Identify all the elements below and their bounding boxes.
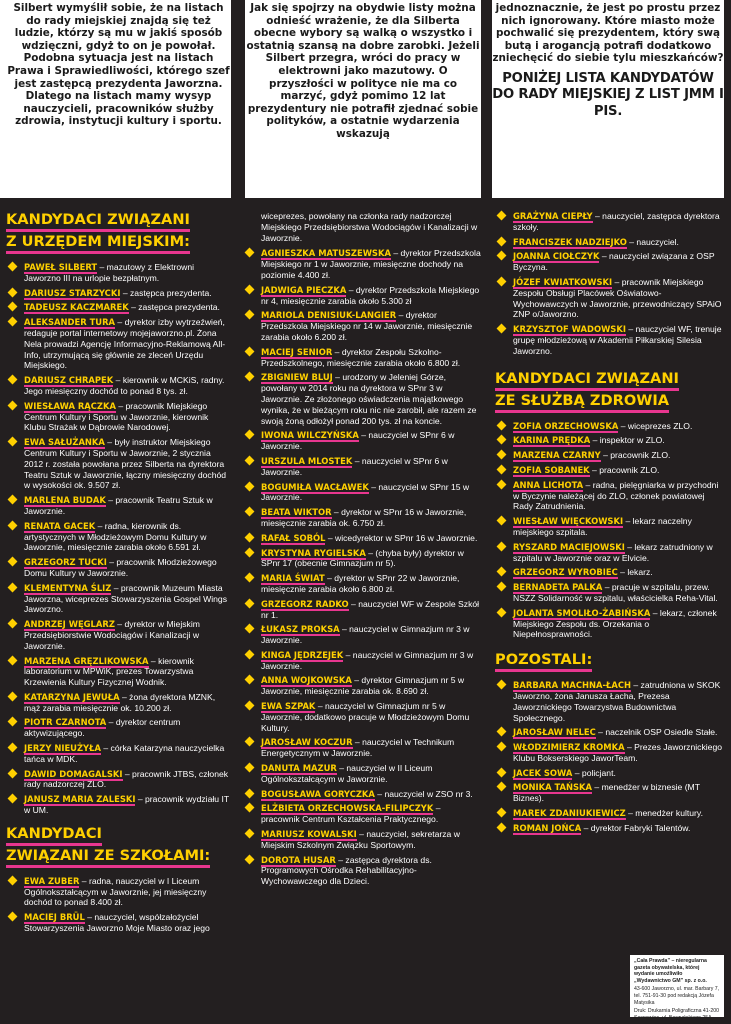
candidate-name: JAROSŁAW KOCZUR [261, 737, 353, 748]
section-title-urzad-line2: Z URZĘDEM MIEJSKIM: [6, 234, 190, 254]
candidate-entry [6, 521, 232, 553]
candidate-description: – wiceprezes ZLO. [618, 420, 693, 431]
candidate-name: BEATA WIKTOR [261, 507, 332, 518]
candidate-description: – menedżer kultury. [625, 808, 703, 819]
candidate-description: – nauczyciel. [626, 236, 679, 247]
candidate-description: – urodzony w Jeleniej Górze, powołany w 2014 roku na dyrektora w SPnr 3 w Jaworznie. Ze złożonego oświadczenia majątkowego wynika, że w bieżącym roku nic nie zarobił, ale razem ze swoją żoną odłożył ponad 200 tys. zł na koncie. [261, 372, 477, 426]
section-title-zdrowie [495, 371, 724, 415]
candidate-name: PIOTR CZARNOTA [24, 717, 107, 728]
candidate-description: – radna, pielęgniarka w przychodni w Byczynie należącej do ZLO, członek powiatowej Rady Zatrudnienia. [513, 479, 719, 512]
candidate-name: JOANNA CIOŁCZYK [513, 251, 600, 262]
section-title-szkoly-line2: ZWIĄZANI ZE SZKOŁAMI: [6, 848, 210, 868]
diamond-bullet-icon [245, 284, 255, 294]
diamond-bullet-icon [497, 782, 507, 792]
candidate-name: BOGUSŁAWA GORYCZKA [261, 788, 375, 799]
candidate-name: KRYSTYNA RYGIELSKA [261, 547, 366, 558]
candidate-description: – pracownik Młodzieżowego Domu Kultury w Jaworznie. [24, 557, 217, 578]
candidate-description: – nauczyciel w Gimnazjum nr 3 w Jaworznie. [261, 624, 470, 646]
diamond-bullet-icon [497, 742, 507, 752]
candidate-entry [243, 599, 481, 621]
candidate-entry [495, 277, 724, 320]
diamond-bullet-icon [245, 310, 255, 320]
candidate-entry [495, 251, 724, 273]
diamond-bullet-icon [497, 727, 507, 737]
candidate-description: – dyrektor Przedszkola Miejskiego nr 1 w Jaworznie, miesięczne dochody na poziomie 4.400 zł. [261, 248, 481, 280]
candidate-entry [495, 768, 724, 779]
candidate-description: – lekarz, członek Miejskiego Zespołu ds. Orzekania o Niepełnosprawności. [513, 607, 717, 640]
candidate-entry [495, 742, 724, 764]
candidate-name: DARIUSZ CHRAPEK [24, 375, 114, 386]
diamond-bullet-icon [497, 450, 507, 460]
candidate-entry [6, 656, 232, 688]
candidate-entry [243, 701, 481, 733]
candidate-name: MARLENA BUDAK [24, 495, 106, 506]
candidate-description: – pracuje w szpitalu, przew. NSZZ Solidarność w szpitalu, właścicielka Reha-Vital. [513, 582, 718, 603]
candidate-entry [243, 533, 481, 544]
candidate-description: – nauczyciel, sekretarza w Miejskim Szkolnym Związku Sportowym. [261, 829, 460, 850]
candidate-description: – pracownik Teatru Sztuk w Jaworznie. [24, 495, 213, 516]
candidate-entry [243, 803, 481, 825]
candidate-description: – dyrektor Zespołu Szkolno-Przedszkolnego, miesięcznie zarabia około 6.800 zł. [261, 346, 461, 368]
candidate-entry [6, 692, 232, 714]
column-1 [6, 212, 232, 938]
candidate-name: ALEKSANDER TURA [24, 317, 116, 328]
candidate-description: – pracownik Miejskiego Zespołu Obsługi Placówek Oświatowo-Wychowawczych w Jaworznie, przewodniczący SPAiO ZNP o/Jaworzno. [513, 276, 722, 320]
candidate-description: – lekarz naczelny miejskiego szpitala. [513, 516, 692, 537]
candidate-description: – pracownik Centrum Kształcenia Praktycznego. [261, 803, 441, 825]
candidate-name: MONIKA TAŃSKA [513, 782, 593, 793]
candidate-entry [6, 495, 232, 517]
candidate-name: WIESŁAW WIĘCKOWSKI [513, 516, 624, 527]
diamond-bullet-icon [245, 532, 255, 542]
candidate-entry [6, 375, 232, 397]
candidate-name: ROMAN JOŃCA [513, 822, 582, 833]
candidate-description: – lekarz. [617, 567, 653, 578]
diamond-bullet-icon [8, 375, 18, 385]
section-title-zdrowie-line1: KANDYDACI ZWIĄZANI [495, 371, 679, 391]
candidate-entry [495, 450, 724, 461]
candidate-name: JANUSZ MARIA ZALESKI [24, 794, 136, 805]
candidate-entry [243, 789, 481, 800]
candidate-description: – kierownik w MCKiS, radny. Jego miesięczny dochód to ponad 8 tys. zł. [24, 375, 225, 396]
candidate-name: KINGA JĘDRZEJEK [261, 649, 344, 660]
candidate-description: – nauczyciel w SPnr 15 w Jaworznie. [261, 481, 470, 503]
candidate-name: JOLANTA SMOLIŁO-ŻABIŃSKA [513, 607, 651, 618]
intro-text-col-3: jednoznacznie, że jest po prostu przez nich ignorowany. Które miasto może pochwalić się prezydentem, który swą butą i arogancją potrafi dodatkowo zniechęcić do siebie tylu mieszkańców? [492, 2, 724, 65]
candidate-description: – nauczyciel WF w Zespole Szkół nr 1. [261, 598, 480, 620]
candidate-description: – nauczyciel w SPnr 6 w Jaworznie. [261, 455, 448, 477]
candidate-entry [495, 808, 724, 819]
candidate-description: – pracownik wydziału IT w UM. [24, 794, 229, 816]
section-title-pozostali [495, 652, 724, 674]
candidate-name: DANUTA MAZUR [261, 763, 337, 774]
diamond-bullet-icon [245, 455, 255, 465]
candidate-name: EWA ZUBER [24, 875, 80, 886]
candidate-name: JAROSŁAW NELEC [513, 727, 596, 738]
szkoly-candidate-list [6, 876, 232, 934]
section-title-urzad-line1: KANDYDACI ZWIĄZANI [6, 212, 190, 232]
szkoly-candidate-list-col3 [495, 211, 724, 357]
section-title-pozostali-text: POZOSTALI: [495, 652, 592, 672]
diamond-bullet-icon [8, 912, 18, 922]
candidate-description: – nauczyciel, zastępca dyrektora szkoły. [513, 211, 720, 232]
diamond-bullet-icon [245, 507, 255, 517]
diamond-bullet-icon [8, 655, 18, 665]
candidate-entry [495, 567, 724, 578]
diamond-bullet-icon [245, 481, 255, 491]
candidate-description: – żona dyrektora MZNK, mąż zarabia miesięcznie ok. 10.200 zł. [24, 691, 216, 713]
candidate-entry [495, 608, 724, 640]
candidate-description: – dyrektor Fabryki Talentów. [581, 822, 691, 833]
candidate-description: – nauczyciel w Gimnazjum nr 3 w Jaworznie. [261, 649, 474, 671]
candidate-name: MARZENA CZARNY [513, 450, 601, 461]
diamond-bullet-icon [497, 822, 507, 832]
candidate-description: – dyrektor izby wytrzeźwień, redaguje portal internetowy mojejaworzno.pl. Żona Nela prowadzi Agencję Informacyjno-Reklamową All-Info, utrzymującą się głównie ze zleceń Urzędu Miejskiego. [24, 317, 226, 371]
candidate-name: JADWIGA PIECZKA [261, 284, 347, 295]
candidate-entry [243, 548, 481, 570]
candidate-description: – zatrudniona w SKOK Jaworzno, żona Janusza Łacha, Prezesa Jaworznickiego Towarzystwa Budownictwa Społecznego. [513, 680, 721, 723]
candidate-name: JACEK SOWA [513, 767, 573, 778]
candidate-entry [243, 456, 481, 478]
diamond-bullet-icon [245, 248, 255, 258]
candidate-name: RYSZARD MACIEJOWSKI [513, 541, 625, 552]
candidate-description: – dyrektor Przedszkola Miejskiego nr 14 w Jaworznie, miesięcznie zarabia około 6.200 zł. [261, 310, 473, 342]
candidate-name: KLEMENTYNA ŚLIZ [24, 582, 112, 593]
diamond-bullet-icon [8, 619, 18, 629]
candidate-name: DOROTA HUSAR [261, 854, 336, 865]
diamond-bullet-icon [8, 317, 18, 327]
diamond-bullet-icon [497, 420, 507, 430]
candidate-description: – dyrektor w SPnr 16 w Jaworznie, miesięcznie zarabia ok. 6.750 zł. [261, 507, 467, 528]
candidate-name: MACIEJ BRÜL [24, 912, 85, 923]
diamond-bullet-icon [497, 808, 507, 818]
diamond-bullet-icon [8, 582, 18, 592]
diamond-bullet-icon [8, 875, 18, 885]
candidate-entry [6, 619, 232, 651]
candidate-description: – pracownik JTBS, członek rady nadzorczej ZLO. [24, 768, 229, 790]
candidate-name: MARIOLA DENISIUK-LANGIER [261, 310, 397, 321]
candidate-entry [6, 717, 232, 739]
candidate-name: KRZYSZTOF WADOWSKI [513, 324, 626, 335]
candidate-entry [6, 912, 232, 934]
diamond-bullet-icon [8, 768, 18, 778]
candidate-entry [243, 763, 481, 785]
candidate-description: – zastępca dyrektora ds. Programowych Ośrodka Rehabilitacyjno-Wychowawczego dla Dzieci. [261, 854, 432, 887]
candidate-description: – dyrektor w Miejskim Przedsiębiorstwie Wodociągów i Kanalizacji w Jaworznie. [24, 619, 200, 651]
candidate-description: – pracownik Miejskiego Centrum Kultury i Sportu w Jaworznie, kierownik Klubu Strażak w Dąbrowie Narodowej. [24, 400, 209, 433]
candidate-description: – były instruktor Miejskiego Centrum Kultury i Sportu w Jaworznie, 2 stycznia 2012 r. została powołana przez Silberta na dyrektora Teatru Sztuk w Jaworznie, łączny miesięczny dochód w wysokości ok. 9.507 zł. [24, 437, 227, 491]
section-title-szkoly-line1: KANDYDACI [6, 826, 102, 846]
diamond-bullet-icon [245, 624, 255, 634]
candidate-description: – pracownik ZLO. [589, 464, 660, 475]
section-title-szkoly [6, 826, 232, 870]
szkoly-candidate-list-continued [243, 248, 481, 887]
candidate-name: KATARZYNA JEWUŁA [24, 691, 120, 702]
candidate-description: – wicedyrektor w SPnr 16 w Jaworznie. [325, 532, 478, 543]
diamond-bullet-icon [8, 520, 18, 530]
diamond-bullet-icon [8, 743, 18, 753]
candidate-description: – nauczyciel w ZSO nr 3. [374, 788, 473, 799]
diamond-bullet-icon [8, 287, 18, 297]
diamond-bullet-icon [8, 717, 18, 727]
candidate-entry [495, 435, 724, 446]
candidate-name: FRANCISZEK NADZIEJKO [513, 236, 627, 247]
candidate-description: – dyrektor w SPnr 22 w Jaworznie, miesięcznie zarabia około 6.800 zł. [261, 573, 460, 594]
diamond-bullet-icon [8, 794, 18, 804]
diamond-bullet-icon [245, 788, 255, 798]
candidate-name: ŁUKASZ PROKSA [261, 624, 340, 635]
candidate-name: KARINA PRĘDKA [513, 435, 591, 446]
column-3 [495, 211, 724, 838]
candidate-entry [495, 465, 724, 476]
diamond-bullet-icon [245, 346, 255, 356]
candidate-name: GRZEGORZ WYROBIEC [513, 567, 618, 578]
diamond-bullet-icon [497, 516, 507, 526]
candidate-description: – pracownik ZLO. [600, 450, 671, 461]
diamond-bullet-icon [8, 495, 18, 505]
candidate-description: – dyrektor Przedszkola Miejskiego nr 4, miesięcznie zarabia około 5.300 zł [261, 284, 480, 306]
candidate-name: WŁODZIMIERZ KROMKA [513, 742, 625, 753]
candidate-name: IWONA WILCZYŃSKA [261, 430, 359, 441]
candidate-name: EWA SZPAK [261, 701, 316, 712]
candidate-description: – dyrektor Gimnazjum nr 5 w Jaworznie, miesięcznie zarabia ok. 8.690 zł. [261, 675, 465, 697]
candidate-description: – radna, nauczyciel w I Liceum Ogólnokształcącym w Jaworznie, jej miesięczny dochód to ponad 8.400 zł. [24, 875, 207, 908]
diamond-bullet-icon [497, 251, 507, 261]
candidate-name: BOGUMIŁA WACŁAWEK [261, 481, 369, 492]
diamond-bullet-icon [245, 430, 255, 440]
candidate-name: ELŻBIETA ORZECHOWSKA-FILIPCZYK [261, 803, 434, 814]
candidate-description: – policjant. [572, 767, 616, 778]
diamond-bullet-icon [497, 324, 507, 334]
candidate-entry [495, 680, 724, 723]
candidate-entry [6, 583, 232, 615]
diamond-bullet-icon [497, 680, 507, 690]
diamond-bullet-icon [8, 302, 18, 312]
intro-col-1-block [0, 0, 231, 198]
candidate-entry [6, 288, 232, 299]
candidate-entry [6, 302, 232, 313]
candidate-name: MARIA ŚWIAT [261, 573, 325, 584]
candidate-description: – nauczyciel w Technikum Energetycznym w Jaworznie. [261, 737, 455, 759]
candidate-name: PAWEŁ SILBERT [24, 262, 98, 272]
candidate-entry [6, 437, 232, 491]
candidate-entry [243, 650, 481, 672]
candidate-description: – nauczyciel, współzałożyciel Stowarzyszenia Jaworzno Moje Miasto oraz jego [24, 912, 210, 934]
diamond-bullet-icon [8, 557, 18, 567]
diamond-bullet-icon [245, 829, 255, 839]
diamond-bullet-icon [8, 262, 18, 272]
candidate-name: JÓZEF KWIATKOWSKI [513, 276, 613, 287]
diamond-bullet-icon [497, 607, 507, 617]
candidate-entry [495, 480, 724, 512]
candidate-name: RENATA GACEK [24, 520, 96, 531]
candidate-entry [495, 542, 724, 564]
candidate-name: URSZULA MLOSTEK [261, 455, 353, 466]
candidate-name: GRZEGORZ RADKO [261, 598, 349, 609]
candidate-name: ANDRZEJ WĘGLARZ [24, 619, 115, 630]
section-title-zdrowie-line2: ZE SŁUŻBĄ ZDROWIA [495, 393, 669, 413]
diamond-bullet-icon [497, 541, 507, 551]
candidate-entry [6, 794, 232, 816]
candidate-name: MACIEJ SENIOR [261, 346, 333, 357]
candidate-name: TADEUSZ KACZMAREK [24, 302, 129, 313]
candidate-entry [495, 727, 724, 738]
candidate-entry [243, 829, 481, 851]
candidate-description: – Prezes Jaworznickiego Klubu Bokserskiego JaworTeam. [513, 742, 723, 763]
candidate-description: – zastępca prezydenta. [120, 287, 212, 298]
candidate-name: MARZENA GRĘZLIKOWSKA [24, 655, 149, 666]
intro-col-3-block [492, 0, 724, 198]
diamond-bullet-icon [245, 737, 255, 747]
candidate-name: DAWID DOMAGALSKI [24, 768, 123, 779]
candidate-entry [495, 324, 724, 356]
candidate-entry [243, 675, 481, 697]
list-headline: PONIŻEJ LISTA KANDYDATÓW DO RADY MIEJSKIEJ Z LIST JMM I PIS. [492, 70, 724, 119]
candidate-description: – nauczyciel w II Liceum Ogólnokształcącym w Jaworznie. [261, 763, 433, 784]
candidate-entry [495, 516, 724, 538]
candidate-entry [6, 743, 232, 765]
candidate-name: BARBARA MACHNA-ŁACH [513, 680, 631, 691]
candidate-entry [6, 262, 232, 284]
candidate-name: AGNIESZKA MATUSZEWSKA [261, 248, 391, 259]
candidate-name: MAREK ZDANIUKIEWICZ [513, 808, 626, 819]
candidate-entry [6, 769, 232, 791]
candidate-description: – inspektor w ZLO. [590, 435, 665, 446]
candidate-description: – (chyba były) dyrektor w SPnr 17 (obecnie Gimnazjum nr 5). [261, 547, 464, 569]
zdrowie-candidate-list [495, 421, 724, 641]
candidate-name: ZOFIA ORZECHOWSKA [513, 420, 619, 431]
diamond-bullet-icon [497, 236, 507, 246]
column-2 [243, 211, 481, 891]
publisher-line-1: „Cała Prawda” – nieregularna gazeta obywatelska, której wydanie umożliwiło „Wydawnictwo GM” sp. z o.o. [634, 958, 707, 984]
diamond-bullet-icon [497, 277, 507, 287]
diamond-bullet-icon [497, 211, 507, 221]
publisher-line-3: Druk: Drukarnia Poligraficzna 41-200 Sosnowiec, ul. Baczyńskiego 25A [634, 1008, 720, 1021]
publisher-info-box [630, 955, 724, 1021]
diamond-bullet-icon [245, 701, 255, 711]
candidate-description: – zastępca prezydenta. [128, 302, 220, 313]
candidate-entry [243, 372, 481, 426]
candidate-entry [495, 582, 724, 604]
candidate-description: – menedżer w biznesie (MT Biznes). [513, 782, 700, 804]
candidate-name: EWA SAŁUŻANKA [24, 437, 105, 448]
pozostali-candidate-list [495, 680, 724, 834]
candidate-description: – córka Katarzyna nauczycielka tańca w MDK. [24, 743, 225, 764]
diamond-bullet-icon [497, 767, 507, 777]
diamond-bullet-icon [245, 372, 255, 382]
candidate-entry [243, 482, 481, 504]
candidate-name: ANNA LICHOTA [513, 479, 584, 490]
candidate-entry [243, 624, 481, 646]
intro-col-2-block [245, 0, 481, 198]
candidate-name: WIESŁAWA RĄCZKA [24, 400, 116, 411]
diamond-bullet-icon [497, 479, 507, 489]
section-title-urzad [6, 212, 232, 256]
diamond-bullet-icon [245, 547, 255, 557]
diamond-bullet-icon [245, 675, 255, 685]
candidate-entry [243, 285, 481, 307]
candidate-description: – mazutowy z Elektrowni Jaworzno III na urlopie bezpłatnym. [24, 262, 195, 283]
candidate-entry [243, 347, 481, 369]
diamond-bullet-icon [8, 437, 18, 447]
diamond-bullet-icon [8, 400, 18, 410]
candidate-entry [243, 310, 481, 342]
candidate-description: – lekarz zatrudniony w szpitalu w Jaworznie oraz w Elvicie. [513, 541, 713, 563]
candidate-entry [6, 401, 232, 433]
candidate-description: – nauczyciel w Gimnazjum nr 5 w Jaworznie, dodatkowo pracuje w Młodzieżowym Domu Kultury. [261, 701, 470, 733]
candidate-name: MARIUSZ KOWALSKI [261, 829, 357, 840]
candidate-name: ANNA WOJKOWSKA [261, 675, 352, 686]
intro-text-col-2: Jak się spojrzy na obydwie listy można odnieść wrażenie, że dla Silberta obecne wybory są walką o wszystko i ostatnią szansą na dobre zarobki. Jeżeli Silbert przegra, wróci do pracy w elektrowni jako mazutowy. O przyszłości w polityce nie ma co marzyć, gdyż pomimo 12 lat prezydentury nie potrafił zjednać sobie polityków, a ostatnie wydarzenia wskazują [246, 2, 480, 140]
candidate-entry [495, 782, 724, 804]
candidate-entry [243, 737, 481, 759]
diamond-bullet-icon [245, 573, 255, 583]
diamond-bullet-icon [497, 435, 507, 445]
candidate-entry [243, 430, 481, 452]
candidate-description: – naczelnik OSP Osiedle Stałe. [595, 727, 718, 738]
diamond-bullet-icon [245, 854, 255, 864]
candidate-description: – kierownik laboratorium w MPWiK, prezes Towarzystwa Krzewienia Kultury Fizycznej Wodnik. [24, 655, 194, 688]
candidate-entry [6, 557, 232, 579]
szkoly-continuation-text: wiceprezes, powołany na członka rady nadzorczej Miejskiego Przedsiębiorstwa Wodociągów i Kanalizacji w Jaworznie. [261, 211, 478, 243]
candidate-description: – dyrektor centrum aktywizującego. [24, 717, 181, 739]
candidate-entry [243, 248, 481, 280]
diamond-bullet-icon [497, 567, 507, 577]
candidate-entry [6, 876, 232, 908]
candidate-description: – pracownik Muzeum Miasta Jaworzna, wiceprezes Stowarzyszenia Gospel Wings Jaworzno. [24, 582, 227, 615]
candidate-description: – radna, kierownik ds. artystycznych w Młodzieżowym Domu Kultury w Jaworznie, miesięcznie zarabia około 6.591 zł. [24, 520, 207, 553]
publisher-line-2: 43-600 Jaworzno, ul. mar. Barbary 7, tel. 751-91-30 pod redakcją Józefa Matysika [634, 986, 720, 1006]
candidate-entry [495, 421, 724, 432]
candidate-name: ZOFIA SOBANEK [513, 464, 590, 475]
diamond-bullet-icon [497, 465, 507, 475]
candidate-name: BERNADETA PALKA [513, 582, 603, 593]
candidate-entry [243, 573, 481, 595]
urzad-candidate-list [6, 262, 232, 816]
candidate-entry [243, 507, 481, 529]
candidate-name: RAFAŁ SOBÓL [261, 532, 326, 543]
candidate-entry [243, 855, 481, 887]
diamond-bullet-icon [245, 763, 255, 773]
diamond-bullet-icon [8, 691, 18, 701]
candidate-description: – nauczyciel w SPnr 6 w Jaworznie. [261, 430, 455, 452]
diamond-bullet-icon [245, 649, 255, 659]
candidate-entry [495, 823, 724, 834]
intro-text-col-1: Silbert wymyślił sobie, że na listach do rady miejskiej znajdą się też ludzie, którzy są mu w jakiś sposób wdzięczni, gdyż to on je powołał. Podobna sytuacja jest na listach Prawa i Sprawiedliwości, którego szef jest zastępcą prezydenta Jaworzna. Dlatego na listach mamy wysyp nauczycieli, pracowników służby zdrowia, instytucji kultury i sportu. [7, 2, 230, 128]
candidate-entry [495, 237, 724, 248]
candidate-entry [6, 317, 232, 371]
candidate-name: GRAŻYNA CIEPŁY [513, 211, 593, 221]
candidate-description: – nauczyciel związana z OSP Byczyna. [513, 251, 715, 273]
diamond-bullet-icon [497, 582, 507, 592]
candidate-name: JERZY NIEUŻYŁA [24, 743, 101, 754]
candidate-name: DARIUSZ STARZYCKI [24, 287, 121, 298]
candidate-name: ZBIGNIEW BLUJ [261, 372, 333, 383]
candidate-description: – nauczyciel WF, trenuje grupę młodzieżową w Akademii Piłkarskiej Silesia Jaworzno. [513, 324, 722, 356]
candidate-name: GRZEGORZ TUCKI [24, 557, 107, 568]
candidate-entry [495, 211, 724, 233]
diamond-bullet-icon [245, 598, 255, 608]
diamond-bullet-icon [245, 803, 255, 813]
